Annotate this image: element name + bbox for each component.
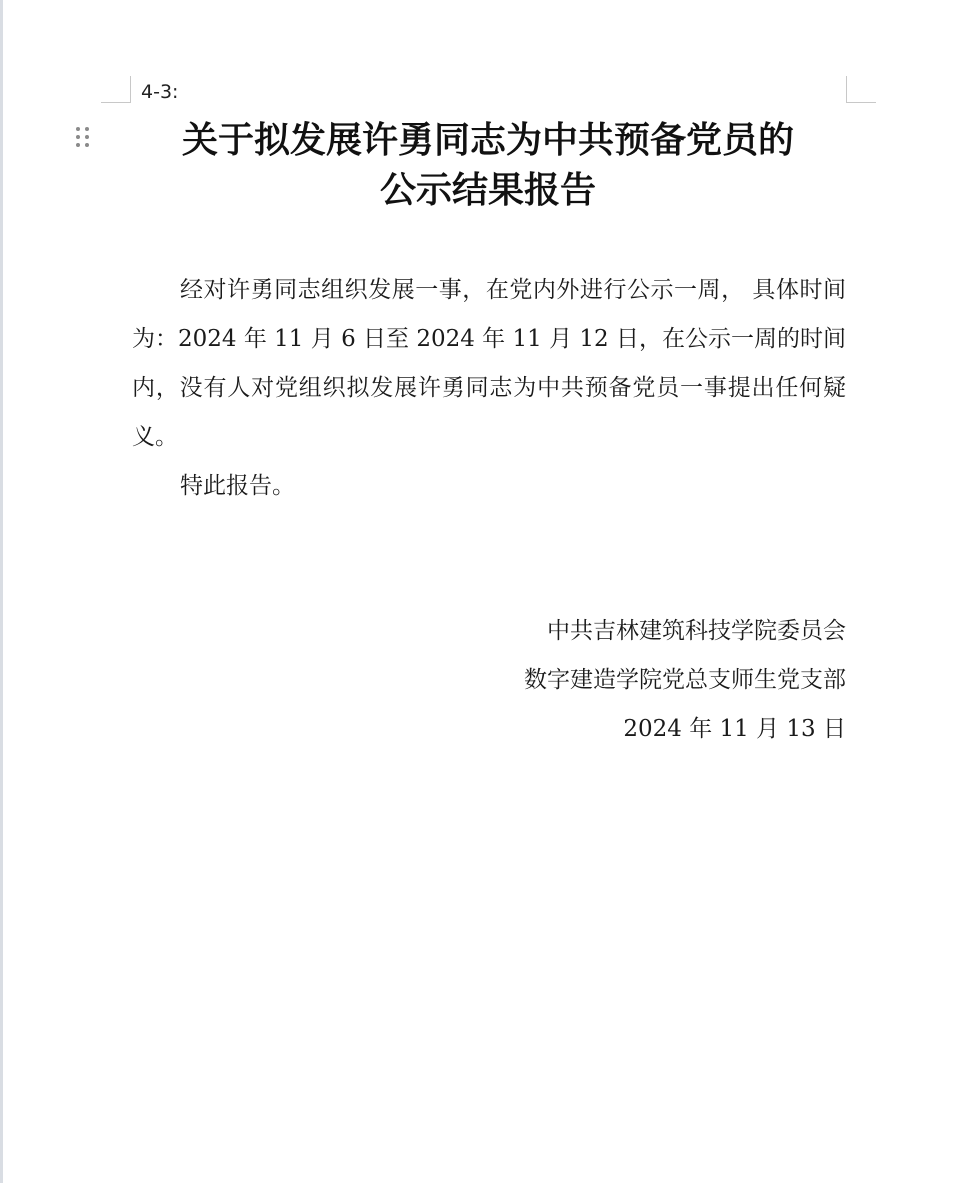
document-body xyxy=(132,266,846,511)
document-title-line-1: 关于拟发展许勇同志为中共预备党员的 xyxy=(181,119,794,161)
signature-date: 2024 年 11 月 13 日 xyxy=(623,716,846,742)
signature-block xyxy=(524,607,846,754)
crop-mark-top-right xyxy=(846,76,876,103)
signature-org-2: 数字建造学院党总支师生党支部 xyxy=(524,667,846,693)
closing-paragraph: 特此报告。 xyxy=(180,473,295,499)
signature-org-1: 中共吉林建筑科技学院委员会 xyxy=(547,618,846,644)
window-left-border xyxy=(0,0,3,1183)
crop-mark-top-left xyxy=(101,76,131,103)
body-paragraph: 经对许勇同志组织发展一事，在党内外进行公示一周， 具体时间为：2024 年 11 月 6 日至 2024 年 11 月 12 日，在公示一周的时间内，没有人对党组织拟发展许勇同志为中共预备党员一事提出任何疑义。 xyxy=(132,277,846,450)
drag-handle-icon[interactable] xyxy=(76,127,90,151)
document-label: 4-3: xyxy=(141,81,179,103)
document-title-line-2: 公示结果报告 xyxy=(379,169,596,211)
